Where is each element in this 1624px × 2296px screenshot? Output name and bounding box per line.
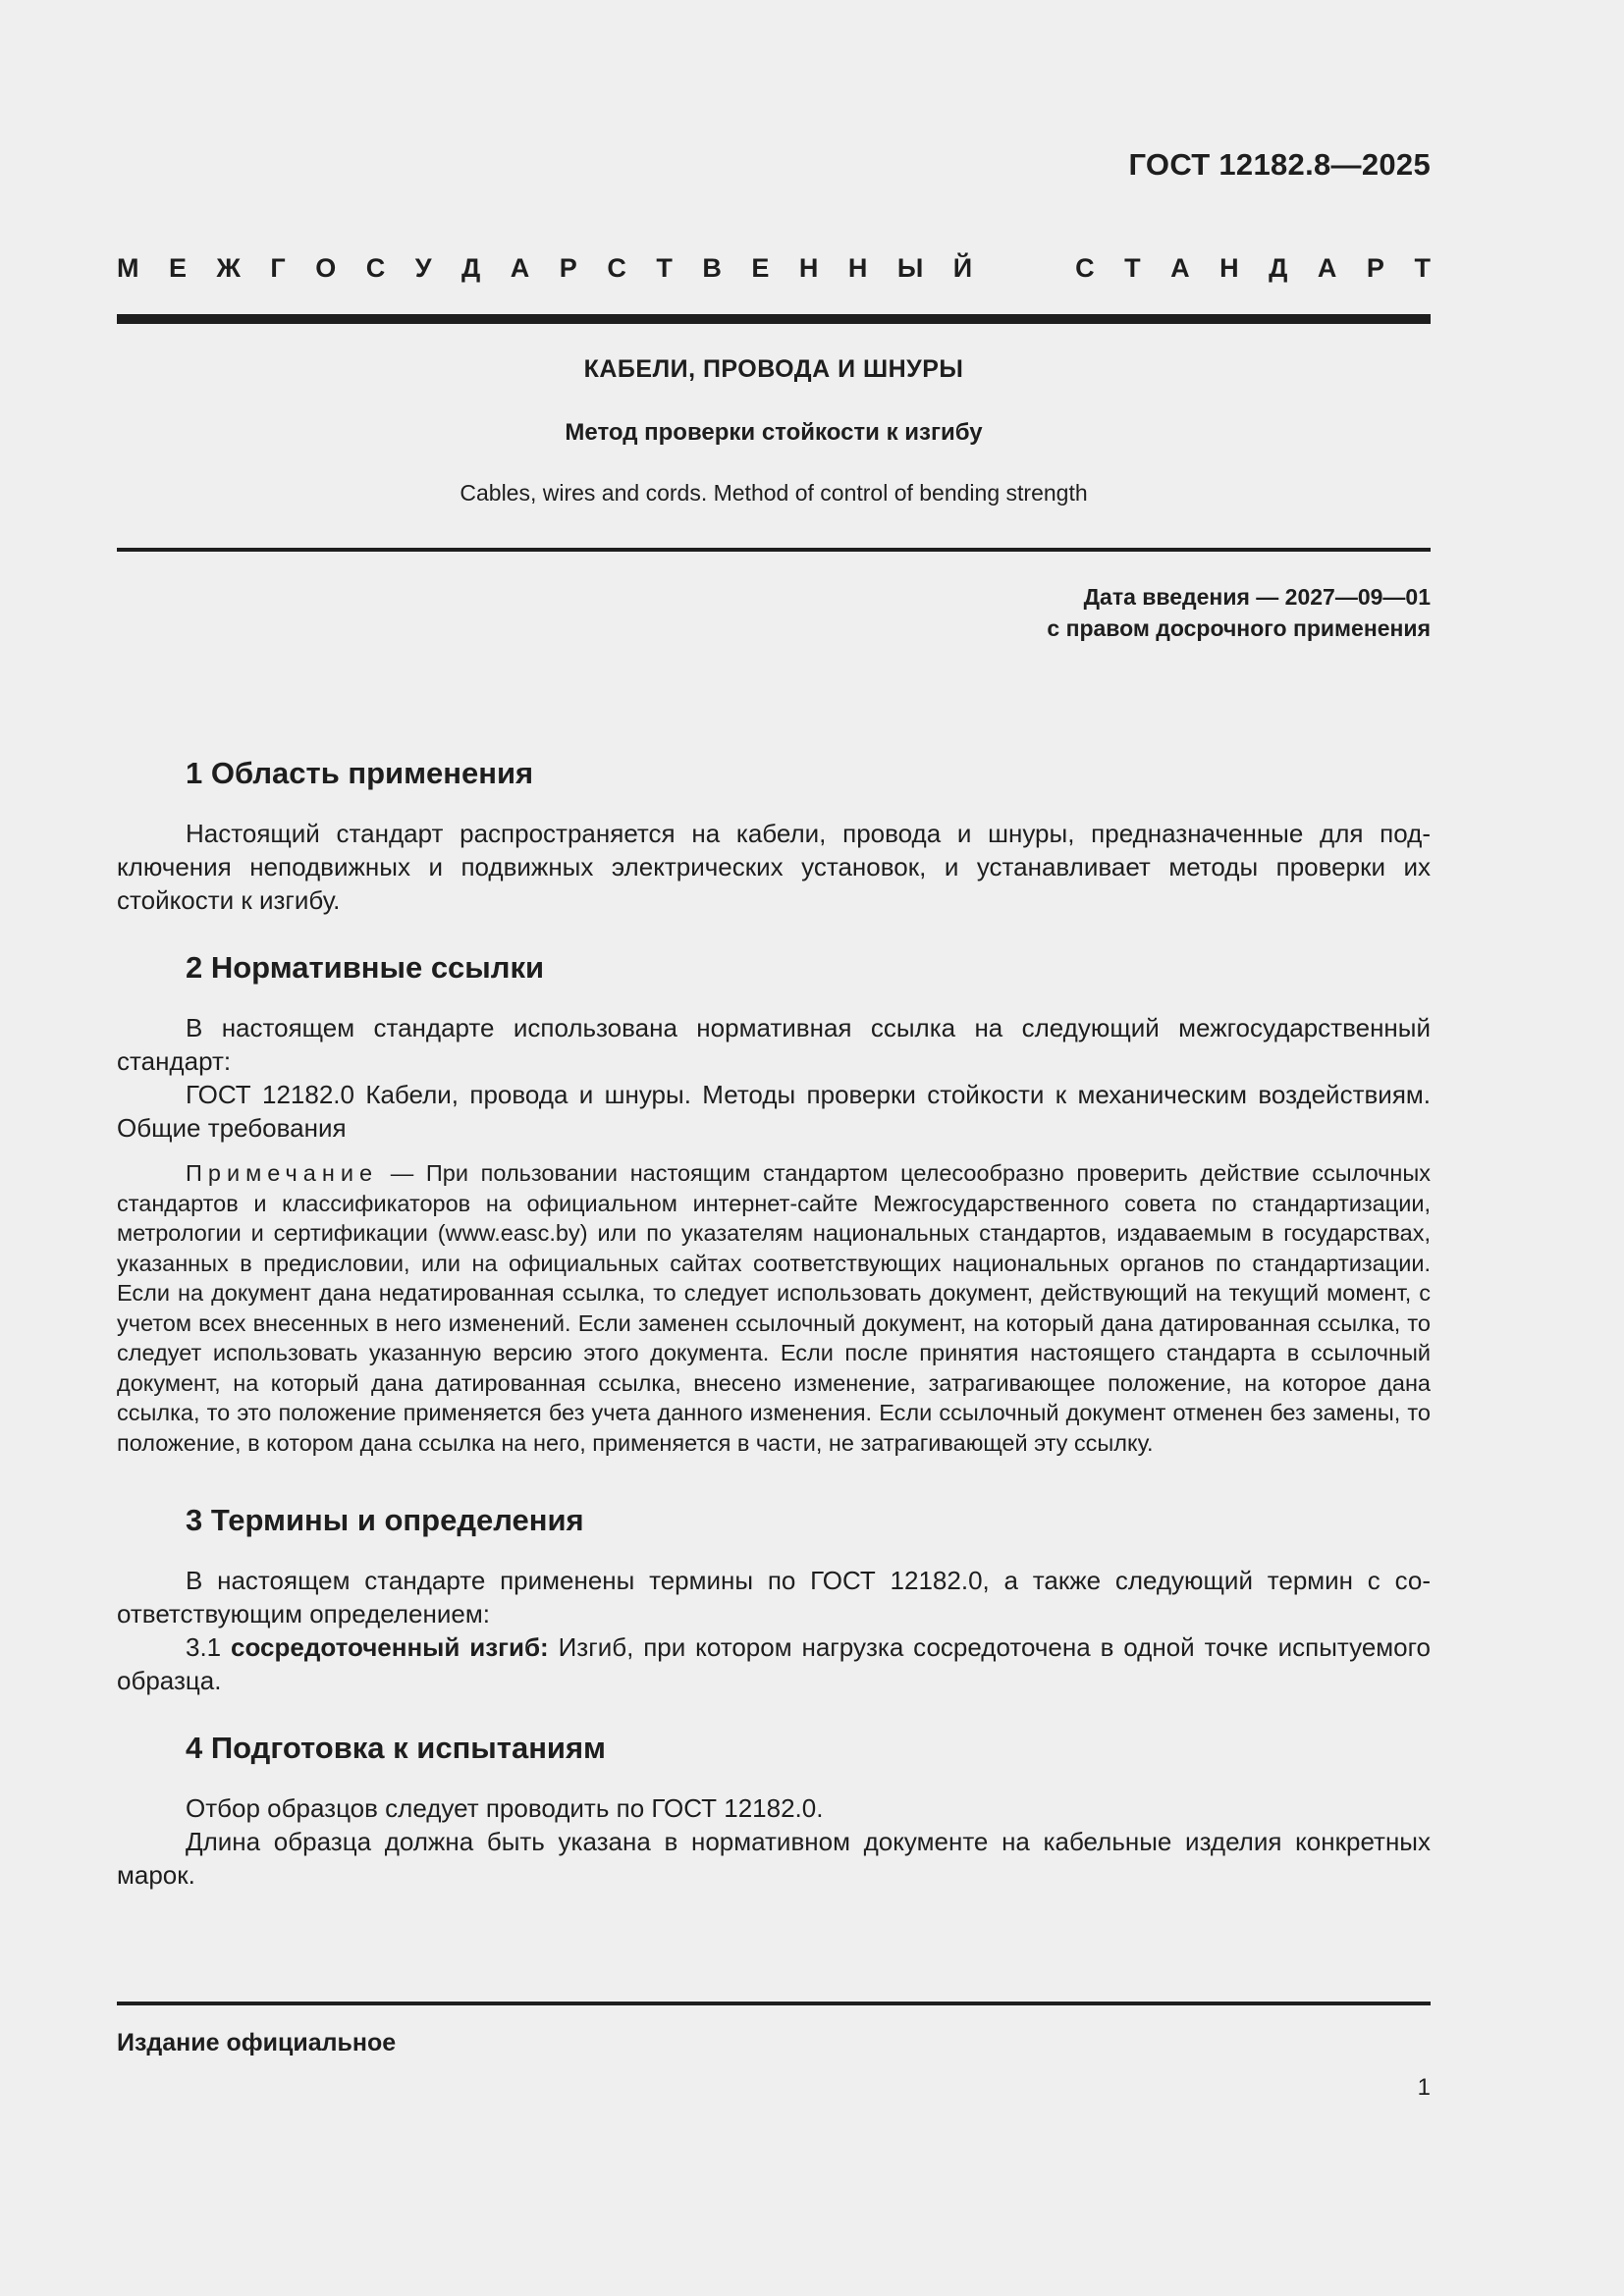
document-title: КАБЕЛИ, ПРОВОДА И ШНУРЫ bbox=[583, 355, 964, 383]
footer-divider bbox=[117, 2002, 1431, 2005]
banner-letter: У bbox=[414, 253, 432, 283]
term-name: сосредоточенный изгиб: bbox=[231, 1632, 549, 1662]
banner-letter: Р bbox=[559, 253, 577, 283]
banner-letter: Н bbox=[847, 253, 868, 283]
document-code: ГОСТ 12182.8—2025 bbox=[1128, 147, 1431, 182]
banner-letter: Е bbox=[169, 253, 188, 283]
paragraph: Отбор образцов следует проводить по ГОСТ 12182.0. bbox=[186, 1793, 824, 1823]
paragraph: В настоящем стандарте применены термины по ГОСТ 12182.0, а также следующий термин с соответствующим определением: bbox=[117, 1566, 1431, 1629]
term-number: 3.1 bbox=[186, 1632, 232, 1662]
introduction-date: Дата введения — 2027—09—01 bbox=[1083, 584, 1431, 610]
section-heading: 3 Термины и определения bbox=[186, 1503, 584, 1537]
banner-letter: Н bbox=[798, 253, 819, 283]
banner-letter: Й bbox=[952, 253, 973, 283]
term-definition bbox=[117, 1630, 1431, 1697]
document-subtitle: Метод проверки стойкости к изгибу bbox=[565, 419, 983, 446]
banner-letter: А bbox=[1317, 253, 1337, 283]
section-heading: 2 Нормативные ссылки bbox=[186, 950, 545, 985]
banner-letter: В bbox=[702, 253, 722, 283]
early-application-note: с правом досрочного применения bbox=[1047, 615, 1431, 641]
banner-word-gap bbox=[1002, 252, 1046, 284]
banner-letter: А bbox=[1170, 253, 1190, 283]
section-normative-references bbox=[117, 948, 1431, 1458]
header-divider bbox=[117, 314, 1431, 324]
section-terms-definitions bbox=[117, 1501, 1431, 1697]
banner-letter: Д bbox=[461, 253, 481, 283]
banner-letter: Ж bbox=[216, 253, 241, 283]
banner-letter: О bbox=[315, 253, 337, 283]
banner-letter: С bbox=[1075, 253, 1095, 283]
official-edition-label: Издание официальное bbox=[117, 2029, 397, 2056]
paragraph: Длина образца должна быть указана в нормативном документе на кабельные изделия конкретных марок. bbox=[117, 1827, 1431, 1890]
standard-type-banner bbox=[117, 252, 1431, 284]
banner-letter: Д bbox=[1269, 253, 1288, 283]
banner-letter: Е bbox=[751, 253, 770, 283]
introduction-date-block bbox=[1047, 581, 1431, 644]
page-number: 1 bbox=[1417, 2074, 1431, 2101]
banner-letter: Г bbox=[270, 253, 286, 283]
banner-letter: Т bbox=[1124, 253, 1141, 283]
banner-letter: С bbox=[607, 253, 626, 283]
banner-letter: С bbox=[365, 253, 386, 283]
document-page bbox=[117, 0, 1431, 2296]
banner-letter: Ы bbox=[896, 253, 924, 283]
section-test-preparation bbox=[117, 1729, 1431, 1892]
banner-letter: Н bbox=[1219, 253, 1239, 283]
banner-letter: А bbox=[510, 253, 530, 283]
banner-letter: Р bbox=[1366, 253, 1384, 283]
title-divider bbox=[117, 548, 1431, 552]
note-text: — При пользовании настоящим стандартом целесообразно проверить действие ссылочных стандартов и классификаторов на официальном интернет-сайте Межгосударственного совета по стандартизации, метрологии и сертификации (www.easc.by) или по указателям национальных стандартов, издаваемым в государствах, указанных в предисловии, или на официальных сайтах соответствующих национальных органов по стандартизации. Если на документ дана недатированная ссылка, то следует использовать документ, действующий на текущий момент, с учетом всех внесенных в него изменений. Если заменен ссылочный документ, на который дана датированная ссылка, то следует использовать указанную версию этого документа. Если после принятия настоящего стандарта в ссылочный документ, на который дана датированная ссылка, внесено изменение, затрагивающее положение, на которое дана ссылка, то это положение применяется без учета данного изменения. Если ссылочный документ отменен без замены, то положение, в котором дана ссылка на него, применяется в части, не затрагивающей эту ссылку. bbox=[117, 1160, 1431, 1456]
english-title: Cables, wires and cords. Method of control of bending strength bbox=[460, 480, 1088, 506]
banner-letter: Т bbox=[1414, 253, 1431, 283]
banner-letter: М bbox=[117, 253, 139, 283]
section-heading: 4 Подготовка к испытаниям bbox=[186, 1731, 606, 1765]
note-label: Примечание bbox=[186, 1160, 379, 1186]
banner-letter: Т bbox=[656, 253, 673, 283]
note-paragraph bbox=[117, 1158, 1431, 1458]
paragraph: В настоящем стандарте использована нормативная ссылка на следующий межгосударственный стандарт: bbox=[117, 1013, 1431, 1076]
reference-entry: ГОСТ 12182.0 Кабели, провода и шнуры. Методы проверки стойкости к механическим воздействиям. Общие требования bbox=[117, 1080, 1431, 1143]
term-text: Изгиб, при котором нагрузка сосредоточена в одной точке испытуемого образца. bbox=[117, 1632, 1431, 1695]
paragraph: Настоящий стандарт распространяется на кабели, провода и шнуры, предназначенные для подключения неподвижных и подвижных электрических установок, и устанавливает методы проверки их стойкости к изгибу. bbox=[117, 819, 1431, 915]
document-body bbox=[117, 754, 1431, 1923]
section-scope bbox=[117, 754, 1431, 917]
section-heading: 1 Область применения bbox=[186, 756, 534, 790]
